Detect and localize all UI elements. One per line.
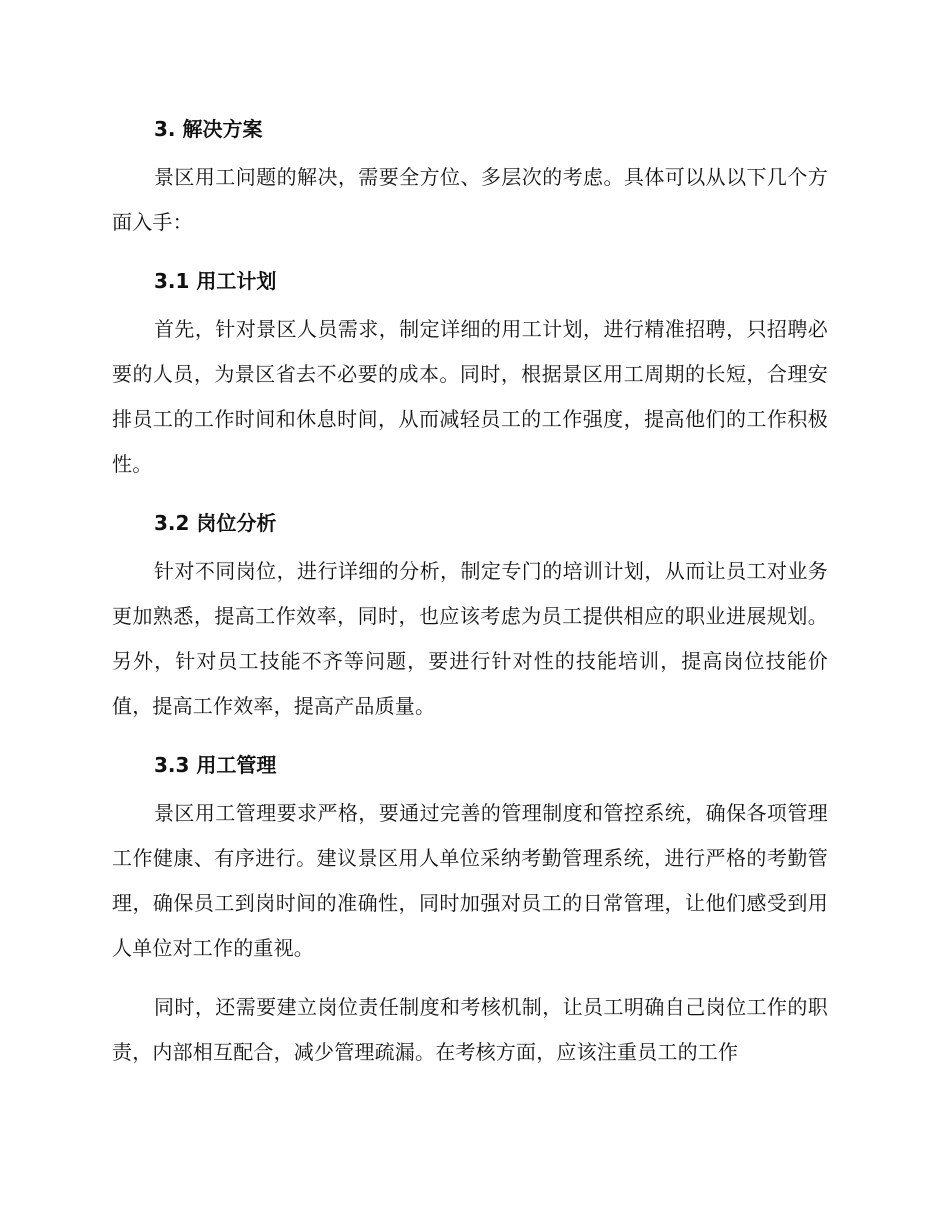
- document-body: [112, 107, 828, 1089]
- section-3-2-paragraph: 针对不同岗位，进行详细的分析，制定专门的培训计划，从而让员工对业务更加熟悉，提高工作效率，同时，也应该考虑为员工提供相应的职业进展规划。另外，针对员工技能不齐等问题，要进行针对性的技能培训，提高岗位技能价值，提高工作效率，提高产品质量。: [112, 559, 828, 718]
- section-3-3-paragraph-1: 景区用工管理要求严格，要通过完善的管理制度和管控系统，确保各项管理工作健康、有序进行。建议景区用人单位采纳考勤管理系统，进行严格的考勤管理，确保员工到岗时间的准确性，同时加强对员工的日常管理，让他们感受到用人单位对工作的重视。: [112, 801, 828, 960]
- section-3-3-heading: 3.3 用工管理: [154, 753, 277, 777]
- section-3-3-paragraph-2: 同时，还需要建立岗位责任制度和考核机制，让员工明确自己岗位工作的职责，内部相互配合，减少管理疏漏。在考核方面，应该注重员工的工作: [112, 995, 828, 1064]
- section-3-2-heading: 3.2 岗位分析: [154, 511, 277, 535]
- section-3-1-paragraph: 首先，针对景区人员需求，制定详细的用工计划，进行精准招聘，只招聘必要的人员，为景区省去不必要的成本。同时，根据景区用工周期的长短，合理安排员工的工作时间和休息时间，从而减轻员工的工作强度，提高他们的工作积极性。: [112, 317, 828, 476]
- section-3-heading: 3. 解决方案: [154, 117, 263, 141]
- section-3-intro: 景区用工问题的解决，需要全方位、多层次的考虑。具体可以从以下几个方面入手：: [112, 165, 828, 234]
- section-3-1-heading: 3.1 用工计划: [154, 269, 277, 293]
